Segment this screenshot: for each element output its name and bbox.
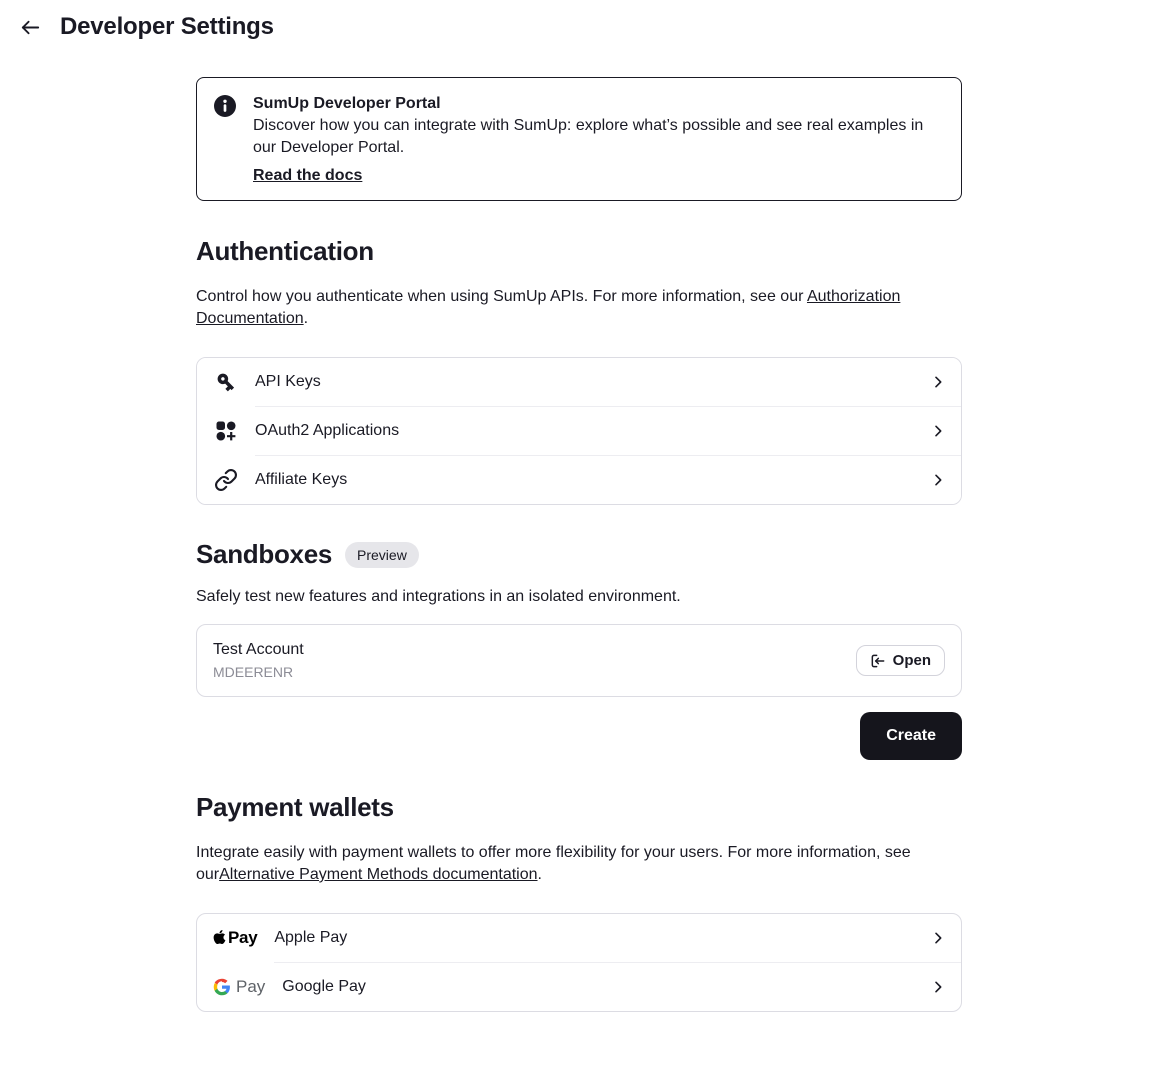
list-item-affiliate-keys[interactable] <box>197 456 961 504</box>
authentication-description <box>196 286 962 330</box>
apps-add-icon <box>214 419 238 443</box>
sandbox-account-info <box>213 638 304 683</box>
banner-body <box>253 93 945 185</box>
authentication-description-period: . <box>303 310 309 327</box>
google-pay-logo <box>213 977 265 997</box>
apple-pay-logo-text: Pay <box>228 928 258 947</box>
page-header <box>0 0 1162 41</box>
payment-wallets-description <box>196 842 962 886</box>
chevron-right-icon <box>930 423 946 439</box>
arrow-left-icon <box>19 16 42 39</box>
main-content <box>196 41 962 1012</box>
payment-wallets-description-text: Integrate easily with payment wallets to offer more flexibility for your users. For more information, see our <box>196 844 911 883</box>
payment-wallets-heading: Payment wallets <box>196 792 394 822</box>
list-item-label: OAuth2 Applications <box>255 422 400 439</box>
link-icon <box>214 468 238 492</box>
read-the-docs-link[interactable]: Read the docs <box>253 167 363 184</box>
chevron-right-icon <box>930 979 946 995</box>
list-item-label: API Keys <box>255 373 321 390</box>
banner-title: SumUp Developer Portal <box>253 95 441 112</box>
preview-badge: Preview <box>345 542 419 568</box>
payment-wallets-card <box>196 913 962 1012</box>
sandboxes-heading: Sandboxes <box>196 539 333 569</box>
authentication-list-card <box>196 357 962 505</box>
sandbox-account-name: Test Account <box>213 641 304 658</box>
create-button-row <box>196 712 962 760</box>
open-sandbox-button[interactable] <box>856 645 945 676</box>
key-icon <box>214 370 238 394</box>
list-item-label: Apple Pay <box>274 929 348 946</box>
sandboxes-description: Safely test new features and integrations in an isolated environment. <box>196 588 681 605</box>
create-sandbox-button[interactable]: Create <box>860 712 962 760</box>
back-button[interactable] <box>16 13 44 41</box>
apple-pay-logo <box>213 928 257 948</box>
chevron-right-icon <box>930 374 946 390</box>
list-item-api-keys[interactable] <box>197 358 961 406</box>
chevron-right-icon <box>930 930 946 946</box>
alternative-payment-methods-link[interactable]: Alternative Payment Methods documentation <box>219 866 538 883</box>
sandbox-account-code: MDEERENR <box>213 664 294 680</box>
banner-text: Discover how you can integrate with SumUp: explore what’s possible and see real examples in our Developer Portal. <box>253 117 924 156</box>
open-button-label: Open <box>892 652 931 669</box>
page-title: Developer Settings <box>60 13 274 40</box>
list-item-label: Google Pay <box>282 978 366 995</box>
sandboxes-heading-row <box>196 539 962 570</box>
list-item-label: Affiliate Keys <box>255 471 348 488</box>
authentication-heading: Authentication <box>196 236 374 266</box>
chevron-right-icon <box>930 472 946 488</box>
list-item-apple-pay[interactable] <box>197 914 961 962</box>
info-icon <box>213 93 237 185</box>
list-item-google-pay[interactable] <box>197 963 961 1011</box>
payment-wallets-description-period: . <box>537 866 542 883</box>
google-pay-logo-text: Pay <box>236 977 266 996</box>
sandbox-account-card <box>196 624 962 697</box>
authentication-description-text: Control how you authenticate when using SumUp APIs. For more information, see our <box>196 288 807 305</box>
log-in-icon <box>870 653 886 669</box>
list-item-oauth2-applications[interactable] <box>197 407 961 455</box>
developer-portal-banner <box>196 77 962 201</box>
authorization-documentation-link[interactable]: Authorization Documentation <box>196 288 901 327</box>
